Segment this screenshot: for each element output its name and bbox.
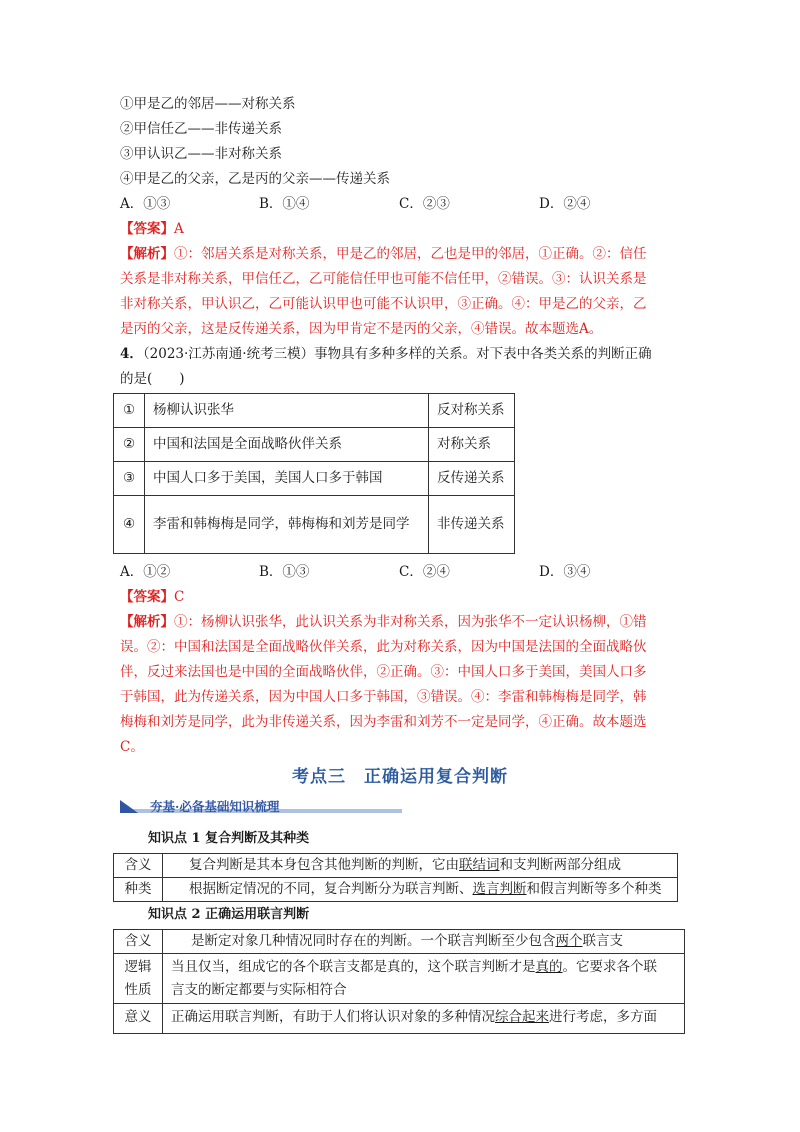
- table-row: [114, 954, 685, 1004]
- q4-number: 4．: [120, 346, 143, 362]
- q3-item-1: ①甲是乙的邻居——对称关系: [120, 96, 296, 112]
- q3-analysis-label: 【解析】: [120, 246, 174, 262]
- kp1-underline: 选言判断: [472, 881, 527, 897]
- q4-option-a: A．①②: [120, 564, 171, 580]
- q3-option-c: C．②③: [399, 196, 450, 212]
- kp2-label: 逻辑 性质: [114, 954, 163, 1004]
- kp2-label: 意义: [114, 1004, 163, 1034]
- table-row: [114, 496, 515, 554]
- q3-item-4: ④甲是乙的父亲，乙是丙的父亲——传递关系: [120, 171, 390, 187]
- q3-answer-label: 【答案】: [120, 221, 174, 237]
- q3-item-2: ②甲信任乙——非传递关系: [120, 121, 282, 137]
- q4-analysis-label: 【解析】: [120, 614, 174, 630]
- kp1-underline: 联结词: [459, 857, 500, 873]
- table-cell-rel: 非传递关系: [429, 496, 515, 554]
- q4-analysis-line-5: 梅梅和刘芳是同学，此为非传递关系，因为李雷和刘芳不一定是同学，④正确。故本题选: [120, 714, 647, 730]
- table-row: [114, 1004, 685, 1034]
- table-cell-rel: 对称关系: [429, 428, 515, 462]
- q3-option-a: A．①③: [120, 196, 171, 212]
- kp1-title: 知识点 1 复合判断及其种类: [148, 831, 310, 846]
- q3-item-3: ③甲认识乙——非对称关系: [120, 146, 282, 162]
- q4-stem-line-1: 4．（2023·江苏南通·统考三模）事物具有多种多样的关系。对下表中各类关系的判断正确: [120, 346, 652, 362]
- q4-option-c: C．②④: [399, 564, 450, 580]
- table-row: [114, 878, 678, 902]
- table-cell-desc: 中国和法国是全面战略伙伴关系: [145, 428, 429, 462]
- q4-answer-label: 【答案】: [120, 589, 174, 605]
- kp2-table: [113, 929, 685, 1034]
- table-row: [114, 854, 678, 878]
- banner-text: 夯基·必备基础知识梳理: [150, 799, 280, 814]
- q4-option-b: B．①③: [259, 564, 310, 580]
- table-cell-desc: 杨柳认识张华: [145, 394, 429, 428]
- section-banner: [120, 800, 402, 818]
- table-cell-num: ①: [114, 394, 145, 428]
- q4-analysis-line-3: 伴，反过来法国也是中国的全面战略伙伴，②正确。③：中国人口多于美国，美国人口多: [120, 664, 647, 680]
- kp2-label: 含义: [114, 930, 163, 954]
- table-row: [114, 428, 515, 462]
- table-cell-desc: 中国人口多于美国，美国人口多于韩国: [145, 462, 429, 496]
- q3-option-b: B．①④: [259, 196, 310, 212]
- q3-analysis-line-4: 是丙的父亲，这是反传递关系，因为甲肯定不是丙的父亲，④错误。故本题选A。: [120, 321, 603, 337]
- q4-option-d: D．③④: [539, 564, 591, 580]
- table-row: [114, 394, 515, 428]
- kp1-content: 复合判断是其本身包含其他判断的判断，它由联结词和支判断两部分组成: [163, 854, 678, 878]
- table-row: [114, 930, 685, 954]
- section-title: 考点三 正确运用复合判断: [292, 767, 508, 787]
- q4-analysis-line-4: 于韩国，此为传递关系，因为中国人口多于韩国，③错误。④：李雷和韩梅梅是同学，韩: [120, 689, 647, 705]
- table-cell-num: ③: [114, 462, 145, 496]
- kp2-underline: 综合起来: [495, 1009, 549, 1025]
- kp2-title: 知识点 2 正确运用联言判断: [148, 907, 310, 922]
- kp1-label: 种类: [114, 878, 163, 902]
- table-cell-rel: 反传递关系: [429, 462, 515, 496]
- q4-analysis-line-1: 【解析】①：杨柳认识张华，此认识关系为非对称关系，因为张华不一定认识杨柳，①错: [120, 614, 647, 630]
- q3-option-d: D．②④: [539, 196, 591, 212]
- q3-analysis-line-3: 非对称关系，甲认识乙，乙可能认识甲也可能不认识甲，③正确。④：甲是乙的父亲，乙: [120, 296, 647, 312]
- q3-analysis-line-2: 关系是非对称关系，甲信任乙，乙可能信任甲也可能不信任甲，②错误。③：认识关系是: [120, 271, 647, 287]
- q4-analysis-line-2: 误。②：中国和法国是全面战略伙伴关系，此为对称关系，因为中国是法国的全面战略伙: [120, 639, 647, 655]
- q3-analysis-line-1: 【解析】①：邻居关系是对称关系，甲是乙的邻居，乙也是甲的邻居，①正确。②：信任: [120, 246, 647, 262]
- kp2-content: 正确运用联言判断，有助于人们将认识对象的多种情况综合起来进行考虑，多方面: [163, 1004, 685, 1034]
- table-cell-rel: 反对称关系: [429, 394, 515, 428]
- kp1-content: 根据断定情况的不同，复合判断分为联言判断、选言判断和假言判断等多个种类: [163, 878, 678, 902]
- q4-analysis-line-6: C。: [120, 739, 144, 755]
- kp2-underline: 真的: [535, 958, 563, 975]
- kp1-table: [113, 853, 678, 902]
- q3-answer: [120, 219, 184, 239]
- q4-answer: [120, 587, 184, 607]
- kp2-underline: 两个: [555, 933, 583, 949]
- table-cell-num: ②: [114, 428, 145, 462]
- q3-answer-value: A: [174, 221, 184, 237]
- banner-triangle-icon: [120, 800, 138, 813]
- table-row: [114, 462, 515, 496]
- kp2-content: 是断定对象几种情况同时存在的判断。一个联言判断至少包含两个联言支: [163, 930, 685, 954]
- kp2-content: 当且仅当，组成它的各个联言支都是真的，这个联言判断才是真的。它要求各个联 言支的断定都要与实际相符合: [163, 954, 685, 1004]
- q4-stem-line-2: 的是( ): [120, 371, 185, 387]
- table-cell-desc: 李雷和韩梅梅是同学，韩梅梅和刘芳是同学: [145, 496, 429, 554]
- kp1-label: 含义: [114, 854, 163, 878]
- q4-answer-value: C: [174, 589, 185, 605]
- q4-relation-table: [113, 393, 515, 554]
- table-cell-num: ④: [114, 496, 145, 554]
